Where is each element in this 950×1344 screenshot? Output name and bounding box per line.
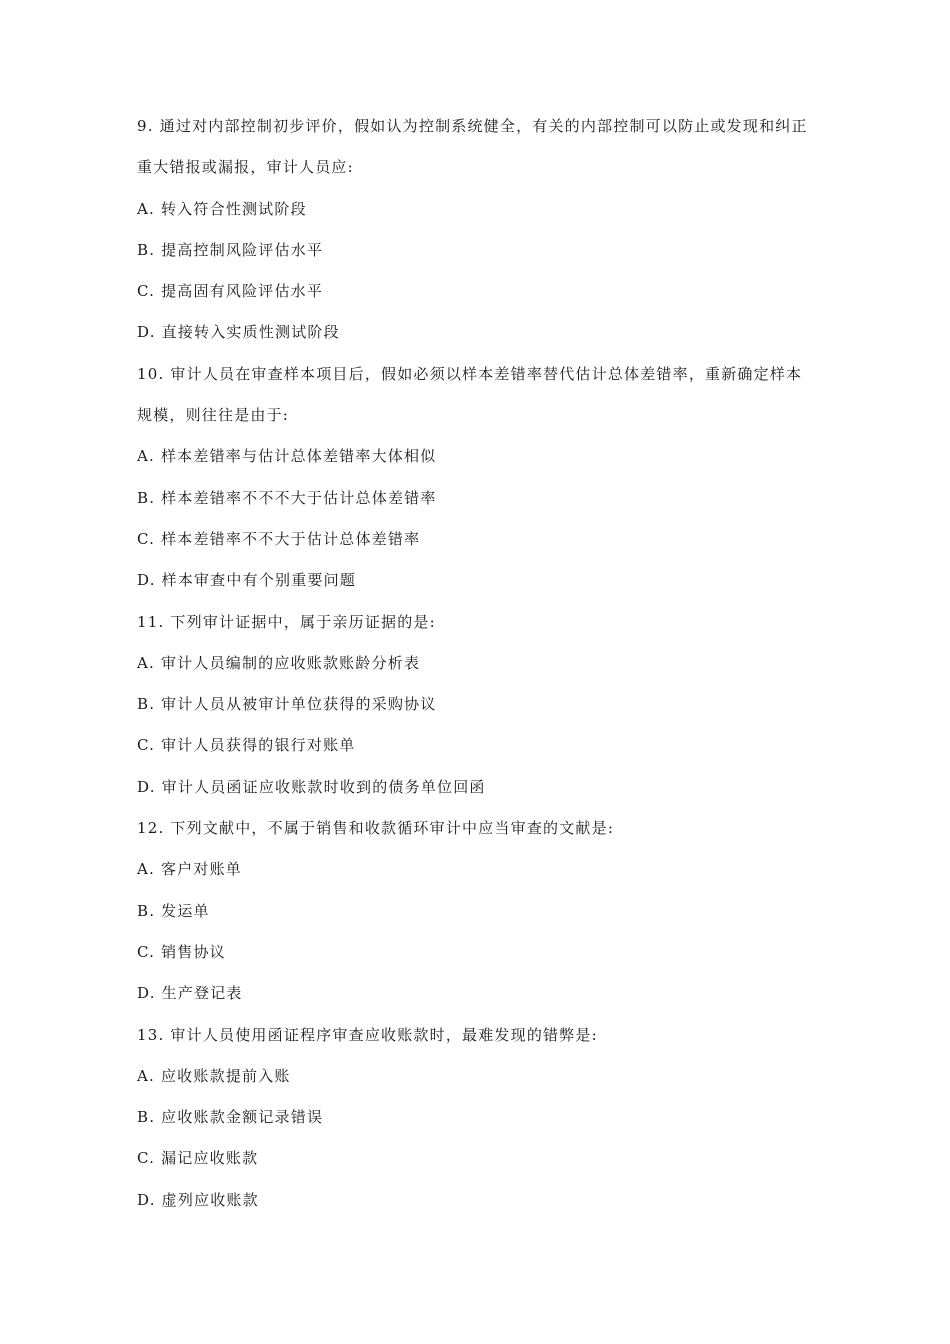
question-12-option-a: A. 客户对账单 bbox=[137, 860, 242, 879]
question-12-option-d: D. 生产登记表 bbox=[137, 984, 243, 1003]
question-11-option-a: A. 审计人员编制的应收账款账龄分析表 bbox=[137, 653, 421, 672]
question-13-option-a: A. 应收账款提前入账 bbox=[137, 1066, 291, 1085]
question-11-option-d: D. 审计人员函证应收账款时收到的债务单位回函 bbox=[137, 777, 486, 796]
question-11-option-b: B. 审计人员从被审计单位获得的采购协议 bbox=[137, 695, 437, 714]
question-9-option-b: B. 提高控制风险评估水平 bbox=[137, 240, 324, 259]
question-9-option-d: D. 直接转入实质性测试阶段 bbox=[137, 323, 340, 342]
question-9-option-c: C. 提高固有风险评估水平 bbox=[137, 282, 324, 301]
question-10-stem: 10. 审计人员在审查样本项目后，假如必须以样本差错率替代估计总体差错率，重新确定样本 bbox=[137, 364, 803, 383]
question-9-option-a: A. 转入符合性测试阶段 bbox=[137, 199, 307, 218]
question-10-stem-continued: 规模，则往往是由于: bbox=[137, 406, 290, 425]
question-10-option-c: C. 样本差错率不不大于估计总体差错率 bbox=[137, 529, 421, 548]
question-13-option-c: C. 漏记应收账款 bbox=[137, 1149, 259, 1168]
question-9-stem-continued: 重大错报或漏报，审计人员应: bbox=[137, 158, 354, 177]
question-11-stem: 11. 下列审计证据中，属于亲历证据的是: bbox=[137, 612, 436, 631]
question-12-option-b: B. 发运单 bbox=[137, 901, 210, 920]
question-11-option-c: C. 审计人员获得的银行对账单 bbox=[137, 736, 356, 755]
question-13-option-d: D. 虚列应收账款 bbox=[137, 1190, 259, 1209]
question-10-option-b: B. 样本差错率不不不大于估计总体差错率 bbox=[137, 488, 437, 507]
question-9-stem: 9. 通过对内部控制初步评价，假如认为控制系统健全，有关的内部控制可以防止或发现和纠正 bbox=[137, 117, 808, 135]
question-13-stem: 13. 审计人员使用函证程序审查应收账款时，最难发现的错弊是: bbox=[137, 1025, 598, 1044]
question-10-option-d: D. 样本审查中有个别重要问题 bbox=[137, 571, 357, 590]
question-12-stem: 12. 下列文献中，不属于销售和收款循环审计中应当审查的文献是: bbox=[137, 819, 615, 838]
question-list bbox=[137, 106, 837, 1221]
question-10-option-a: A. 样本差错率与估计总体差错率大体相似 bbox=[137, 447, 437, 466]
question-12-option-c: C. 销售协议 bbox=[137, 942, 226, 961]
question-13-option-b: B. 应收账款金额记录错误 bbox=[137, 1108, 324, 1127]
